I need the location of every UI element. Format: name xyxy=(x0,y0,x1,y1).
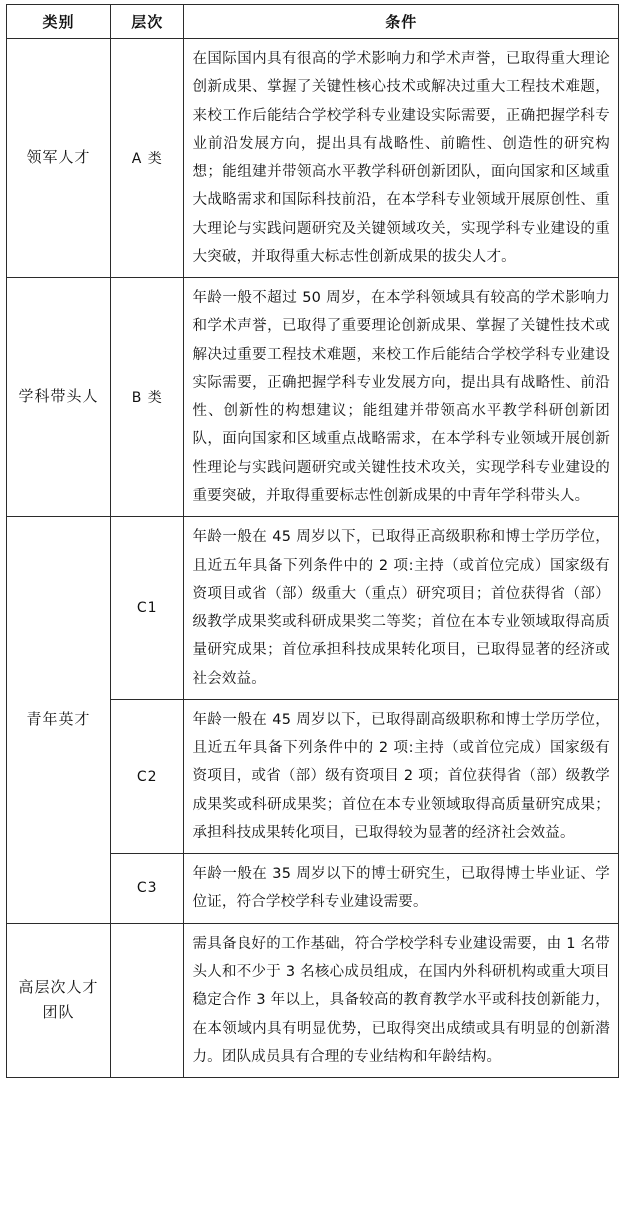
cell-condition: 在国际国内具有很高的学术影响力和学术声誉，已取得重大理论创新成果、掌握了关键性核心技术或解决过重大工程技术难题，来校工作后能结合学校学科专业建设实际需要，正确把握学科专业前沿发展方向，提出具有战略性、前瞻性、创造性的研究构想；能组建并带领高水平教学科研创新团队，面向国家和区域重大战略需求和国际科技前沿，在本学科专业领域开展原创性、重大理论与实践问题研究及关键领域攻关，实现学科专业建设的重大突破，并取得重大标志性创新成果的拔尖人才。 xyxy=(184,39,619,278)
cell-level: C1 xyxy=(111,517,184,700)
cell-category: 领军人才 xyxy=(7,39,111,278)
cell-condition: 年龄一般在 45 周岁以下，已取得正高级职称和博士学历学位，且近五年具备下列条件中的 2 项:主持（或首位完成）国家级有资项目或省（部）级重大（重点）研究项目；首位获得省（部）级教学成果奖或科研成果奖二等奖；首位在本专业领域取得高质量研究成果；首位承担科技成果转化项目，已取得显著的经济或社会效益。 xyxy=(184,517,619,700)
table-row xyxy=(7,39,619,278)
talent-criteria-table xyxy=(6,4,619,1078)
table-row xyxy=(7,923,619,1077)
cell-level: C2 xyxy=(111,699,184,853)
cell-level: B 类 xyxy=(111,278,184,517)
cell-condition: 年龄一般在 35 周岁以下的博士研究生，已取得博士毕业证、学位证，符合学校学科专业建设需要。 xyxy=(184,854,619,924)
table-row xyxy=(7,517,619,700)
cell-category: 学科带头人 xyxy=(7,278,111,517)
column-header-category: 类别 xyxy=(7,5,111,39)
cell-level: A 类 xyxy=(111,39,184,278)
cell-condition: 年龄一般不超过 50 周岁，在本学科领域具有较高的学术影响力和学术声誉，已取得了重要理论创新成果、掌握了关键性技术或解决过重要工程技术难题，来校工作后能结合学校学科专业建设实际需要，正确把握学科专业发展方向，提出具有战略性、前沿性、创新性的构想建议；能组建并带领高水平教学科研创新团队，面向国家和区域重点战略需求，在本学科专业领域开展创新性理论与实践问题研究或关键性技术攻关，实现学科专业建设的重要突破，并取得重要标志性创新成果的中青年学科带头人。 xyxy=(184,278,619,517)
cell-condition: 年龄一般在 45 周岁以下，已取得副高级职称和博士学历学位，且近五年具备下列条件中的 2 项:主持（或首位完成）国家级有资项目，或省（部）级有资项目 2 项；首位获得省（部）级教学成果奖或科研成果奖；首位在本专业领域取得高质量研究成果；承担科技成果转化项目，已取得较为显著的经济社会效益。 xyxy=(184,699,619,853)
table-header xyxy=(7,5,619,39)
table-row xyxy=(7,278,619,517)
cell-level: C3 xyxy=(111,854,184,924)
column-header-condition: 条件 xyxy=(184,5,619,39)
column-header-level: 层次 xyxy=(111,5,184,39)
table-header-row xyxy=(7,5,619,39)
cell-condition: 需具备良好的工作基础，符合学校学科专业建设需要，由 1 名带头人和不少于 3 名核心成员组成，在国内外科研机构或重大项目稳定合作 3 年以上，具备较高的教育教学水平或科技创新能力，在本领域内具有明显优势，已取得突出成绩或具有明显的创新潜力。团队成员具有合理的专业结构和年龄结构。 xyxy=(184,923,619,1077)
cell-category: 青年英才 xyxy=(7,517,111,923)
table-body xyxy=(7,39,619,1078)
cell-category: 高层次人才团队 xyxy=(7,923,111,1077)
cell-level xyxy=(111,923,184,1077)
